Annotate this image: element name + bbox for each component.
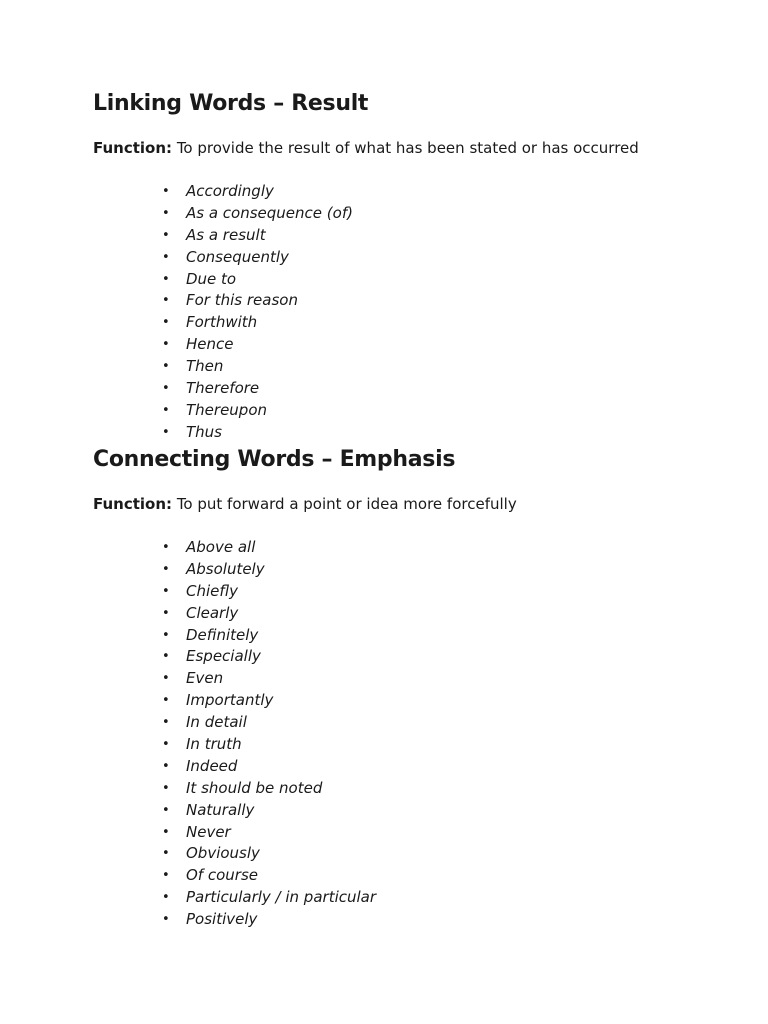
list-item-text: Accordingly <box>186 182 274 200</box>
list-item-text: Positively <box>186 910 258 929</box>
bullet-icon: • <box>162 802 170 818</box>
bullet-icon: • <box>162 583 170 599</box>
bullet-icon: • <box>162 780 170 796</box>
function-text: To provide the result of what has been stated or has occurred <box>172 139 639 157</box>
bullet-icon: • <box>162 671 170 687</box>
list-item-text: Due to <box>186 269 237 288</box>
list-item-text: Thus <box>186 422 222 441</box>
list-item-text: In truth <box>186 735 242 754</box>
section-heading-result: Linking Words – Result <box>93 91 369 116</box>
function-text: To put forward a point or idea more forcefully <box>172 495 517 513</box>
list-item-text: Naturally <box>186 800 255 819</box>
list-item <box>162 756 376 778</box>
bullet-icon: • <box>162 205 170 221</box>
list-item <box>162 356 353 378</box>
list-item-text: Therefore <box>186 379 260 398</box>
list-item <box>162 378 353 400</box>
list-item-text: Consequently <box>186 247 289 266</box>
list-item-text: Importantly <box>186 691 274 710</box>
bullet-icon: • <box>162 227 170 243</box>
bullet-icon: • <box>162 605 170 621</box>
list-item-text: Then <box>186 357 224 376</box>
list-item <box>162 668 376 690</box>
list-item-text: Never <box>186 822 231 841</box>
bullet-icon: • <box>162 381 170 397</box>
bullet-icon: • <box>162 402 170 418</box>
list-item <box>162 865 376 887</box>
bullet-icon: • <box>162 293 170 309</box>
bullet-icon: • <box>162 184 170 199</box>
bullet-icon: • <box>162 758 170 774</box>
list-item-text: Clearly <box>186 603 239 622</box>
list-item <box>162 887 377 909</box>
bullet-icon: • <box>162 912 170 928</box>
bullet-icon: • <box>162 337 170 353</box>
list-item <box>162 603 376 625</box>
list-item-text: Especially <box>186 647 261 666</box>
bullet-icon: • <box>162 715 170 731</box>
list-item-text: Chiefly <box>186 581 238 600</box>
list-item <box>162 400 353 422</box>
list-item <box>162 690 376 712</box>
list-item-text: Thereupon <box>186 400 268 419</box>
bullet-icon: • <box>162 271 170 287</box>
bullet-icon: • <box>162 315 170 331</box>
function-label: Function: <box>93 139 173 157</box>
list-item <box>162 203 353 225</box>
list-item <box>162 290 353 312</box>
list-item <box>162 843 376 865</box>
bullet-icon: • <box>162 824 170 840</box>
list-item-text: Indeed <box>186 756 238 775</box>
section-heading-emphasis: Connecting Words – Emphasis <box>93 447 456 472</box>
list-item-text: Forthwith <box>186 313 258 332</box>
list-item-text: Above all <box>186 538 256 556</box>
bullet-icon: • <box>162 359 170 375</box>
list-item <box>162 312 353 334</box>
list-item <box>162 537 376 559</box>
word-list-emphasis <box>93 537 376 931</box>
word-list-result <box>93 181 353 444</box>
list-item-text: Hence <box>186 335 234 354</box>
list-item-text: It should be noted <box>186 778 323 797</box>
list-item <box>162 422 353 444</box>
bullet-icon: • <box>162 561 170 577</box>
list-item <box>162 334 353 356</box>
list-item <box>162 646 376 668</box>
list-item <box>162 247 353 269</box>
list-item <box>162 225 353 247</box>
list-item <box>162 909 376 931</box>
bullet-icon: • <box>162 540 170 555</box>
bullet-icon: • <box>162 249 170 265</box>
list-item-text: As a result <box>186 225 266 244</box>
function-line-emphasis <box>93 494 517 514</box>
list-item <box>162 800 376 822</box>
list-item-text: Absolutely <box>186 559 265 578</box>
function-label: Function: <box>93 495 173 513</box>
bullet-icon: • <box>162 890 170 906</box>
bullet-icon: • <box>162 627 170 643</box>
bullet-icon: • <box>162 737 170 753</box>
list-item-text: Of course <box>186 866 258 885</box>
list-item <box>162 625 376 647</box>
list-item-text: As a consequence (of) <box>186 203 353 222</box>
list-item <box>162 581 376 603</box>
list-item-text: For this reason <box>186 291 298 310</box>
function-line-result <box>93 138 639 158</box>
list-item <box>162 712 376 734</box>
list-item-text: Obviously <box>186 844 260 863</box>
list-item <box>162 778 376 800</box>
list-item <box>162 734 376 756</box>
bullet-icon: • <box>162 868 170 884</box>
list-item-text: Even <box>186 669 224 688</box>
bullet-icon: • <box>162 693 170 709</box>
list-item-text: Particularly / in particular <box>186 888 377 907</box>
list-item-text: In detail <box>186 713 247 732</box>
bullet-icon: • <box>162 649 170 665</box>
list-item <box>162 822 376 844</box>
list-item <box>162 269 353 291</box>
list-item-text: Definitely <box>186 625 259 644</box>
bullet-icon: • <box>162 846 170 862</box>
list-item <box>162 559 376 581</box>
bullet-icon: • <box>162 424 170 440</box>
list-item <box>162 181 353 203</box>
